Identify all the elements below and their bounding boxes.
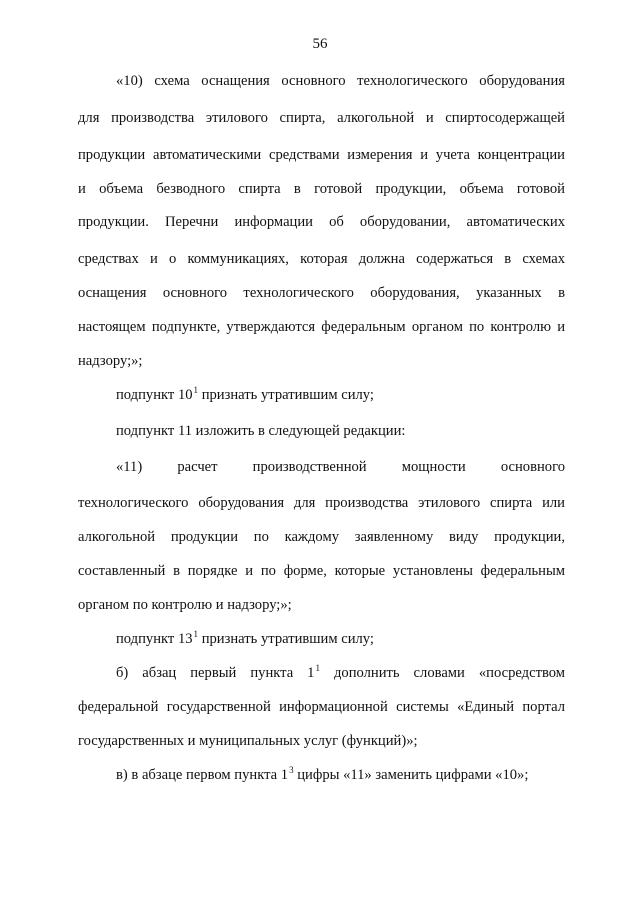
subitem-13-1-tail: признать утратившим силу;	[198, 631, 374, 647]
subitem-10-1	[116, 386, 565, 404]
paragraph-10-line-1: «10) схема оснащения основного технологического оборудования	[116, 73, 565, 89]
paragraph-10-line-5: продукции. Перечни информации об оборудовании, автоматических	[78, 214, 565, 230]
paragraph-10-line-6: средствах и о коммуникациях, которая должна содержаться в схемах	[78, 251, 565, 267]
item-b-line-3: государственных и муниципальных услуг (функций)»;	[78, 733, 418, 749]
subitem-13-1	[116, 630, 565, 648]
item-v-text: в) в абзаце первом пункта 1	[116, 767, 289, 783]
item-v-tail: цифры «11» заменить цифрами «10»;	[293, 767, 529, 783]
item-b-superscript: 1	[315, 663, 320, 673]
subitem-13-1-superscript: 1	[193, 629, 199, 639]
subitem-13-1-text: подпункт 13	[116, 631, 193, 647]
subitem-10-1-superscript: 1	[193, 385, 199, 395]
paragraph-11-line-5: органом по контролю и надзору;»;	[78, 597, 292, 613]
paragraph-11-line-4: составленный в порядке и по форме, которые установлены федеральным	[78, 563, 565, 579]
paragraph-11-line-3: алкогольной продукции по каждому заявленному виду продукции,	[78, 529, 565, 545]
subitem-10-1-text: подпункт 10	[116, 387, 193, 403]
item-b-line-2: федеральной государственной информационной системы «Единый портал	[78, 699, 565, 715]
paragraph-10-line-7: оснащения основного технологического оборудования, указанных в	[78, 285, 565, 301]
item-v	[116, 766, 565, 784]
subitem-11-intro: подпункт 11 изложить в следующей редакции:	[116, 423, 406, 439]
paragraph-10-line-8: настоящем подпункте, утверждаются федеральным органом по контролю и	[78, 319, 565, 335]
page-number: 56	[312, 36, 328, 52]
item-v-superscript: 3	[289, 765, 294, 775]
paragraph-10-line-3: продукции автоматическими средствами измерения и учета концентрации	[78, 147, 565, 163]
paragraph-11-line-2: технологического оборудования для производства этилового спирта или	[78, 495, 565, 511]
subitem-10-1-tail: признать утратившим силу;	[198, 387, 374, 403]
paragraph-10-line-4: и объема безводного спирта в готовой продукции, объема готовой	[78, 181, 565, 197]
paragraph-11-line-1: «11) расчет производственной мощности основного	[116, 459, 565, 475]
item-b-tail: дополнить словами «посредством	[319, 665, 565, 681]
paragraph-10-line-9: надзору;»;	[78, 353, 143, 369]
item-b-line-1	[116, 664, 565, 682]
paragraph-10-line-2: для производства этилового спирта, алкогольной и спиртосодержащей	[78, 110, 565, 126]
item-b-text: б) абзац первый пункта 1	[116, 665, 315, 681]
